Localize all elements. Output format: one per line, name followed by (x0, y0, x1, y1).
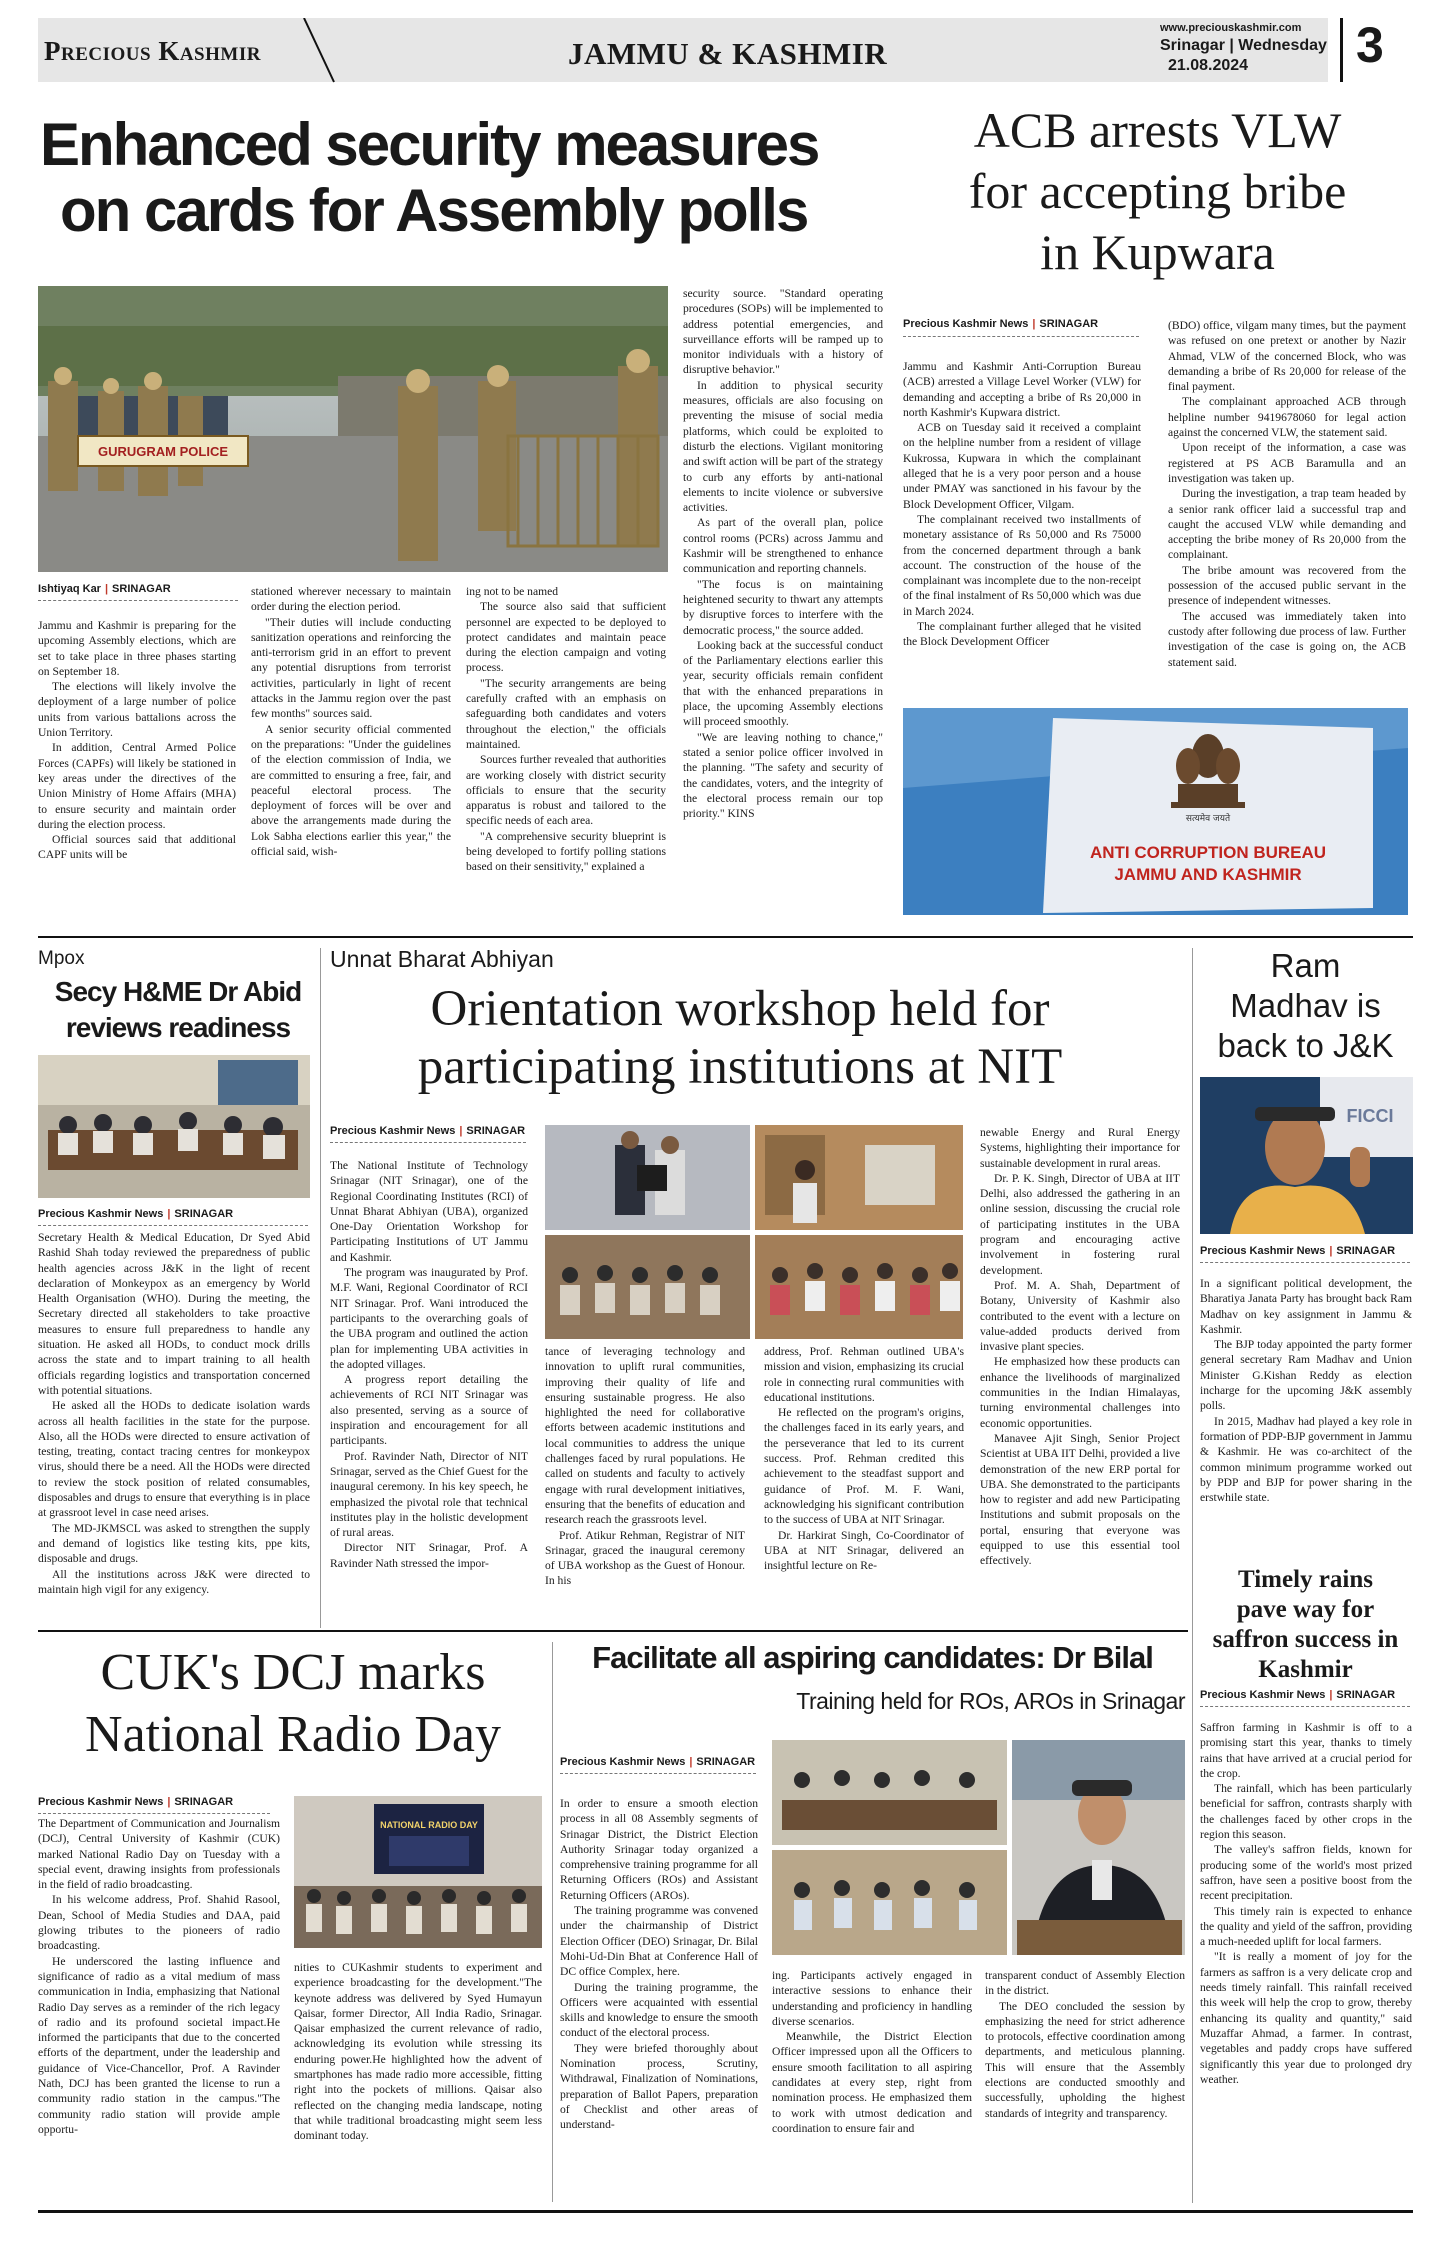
paragraph: Dr. Harkirat Singh, Co-Coordinator of UBA at NIT Srinagar, delivered an insightful lecture on Re- (764, 1528, 964, 1573)
paragraph: In his welcome address, Prof. Shahid Rasool, Dean, School of Media Studies and DAA, paid glowing tributes to the pioneers of radio broadcasting. (38, 1893, 280, 1953)
photo-banner-text: NATIONAL RADIO DAY (380, 1820, 478, 1830)
website[interactable]: www.preciouskashmir.com (1160, 22, 1302, 34)
paragraph: Prof. Atikur Rehman, Registrar of NIT Srinagar, graced the inaugural ceremony of UBA workshop as the Guest of Honour. In his (545, 1528, 745, 1588)
paragraph: Meanwhile, the District Election Officer impressed upon all the Officers to ensure smooth facilitation to all aspiring candidates at every step, right from nomination process. He emphasized them to work with utmost dedication and coordination to ensure fair and (772, 2030, 972, 2135)
nit-col3 (764, 1344, 964, 1573)
paragraph: The MD-JKMSCL was asked to strengthen the supply and demand of logistics like testing kits, ppe kits, disposable and drugs. (38, 1521, 310, 1566)
paragraph: Manavee Ajit Singh, Senior Project Scientist at UBA IIT Delhi, provided a live demonstration of the new ERP portal for UBA. She demonstrated to the participants how to register and add new Participating Institutions and submit proposals on the portal, ensuring that everyone was equipped to use this essential tool effectively. (980, 1431, 1180, 1568)
bilal-headline: Facilitate all aspiring candidates: Dr Bilal (592, 1640, 1153, 1675)
ram-byline-rule (1200, 1262, 1410, 1263)
bilal-byline: Precious Kashmir News | SRINAGAR (560, 1756, 756, 1768)
nit-byline: Precious Kashmir News | SRINAGAR (330, 1125, 526, 1137)
cuk-col2 (294, 1960, 542, 2144)
paragraph: Jammu and Kashmir Anti-Corruption Bureau (ACB) arrested a Village Level Worker (VLW) for demanding and accepting a bribe of Rs 20,000 in north Kashmir's Kupwara district. (903, 360, 1141, 419)
byline-name: Precious Kashmir News (1200, 1689, 1326, 1701)
paragraph: Sources further revealed that authorities are working closely with district security officials to ensure that the security apparatus is robust and tailored to the specific needs of each area. (466, 753, 666, 828)
photo-sign-text: GURUGRAM POLICE (98, 444, 228, 459)
mpox-body (38, 1230, 310, 1597)
paragraph: "It is really a moment of joy for the farmers as saffron is a very delicate crop and needs timely rainfall. This rainfall received this week will help the crop to grow, thereby enhancing its quality and quantity," said Muzaffar Ahmad, a farmer. In contrast, vegetables and paddy crops have suffered significantly this year due to prolonged dry weather. (1200, 1950, 1412, 2086)
security-col3 (466, 584, 666, 875)
paragraph: nities to CUKashmir students to experiment and experience broadcasting for the development."The keynote address was delivered by Syed Humayun Qaisar, former Director, All India Radio, Srinagar. Qaisar emphasized the current relevance of radio, acknowledging its evolution while stressing its enduring power.He highlighted how the advent of smartphones has made radio more accessible, fitting right into the pockets of millions. Qaisar also reflected on the changing media landscape, noting that while traditional broadcasting might seem less dominant today. (294, 1961, 542, 2143)
paragraph: Jammu and Kashmir is preparing for the upcoming Assembly elections, which are set to take place in three phases starting on September 18. (38, 619, 236, 678)
paragraph: In addition, Central Armed Police Forces (CAPFs) will likely be stationed in key areas under the directives of the Union Ministry of Home Affairs (MHA) to ensure security and maintain order during the election process. (38, 741, 236, 831)
paragraph: stationed wherever necessary to maintain order during the election period. (251, 585, 451, 614)
bottom-rule (38, 2210, 1413, 2213)
column-divider (320, 948, 321, 1628)
saffron-byline-rule (1200, 1706, 1410, 1707)
date-line: Srinagar | Wednesday (1160, 37, 1327, 54)
paragraph: The National Institute of Technology Srinagar (NIT Srinagar), one of the Regional Coordinating Institutes (RCI) of Unnat Bharat Abhiyan (UBA), organized One-Day Orientation Workshop for Participating Institutions of UT Jammu and Kashmir. (330, 1159, 528, 1264)
paragraph: Looking back at the successful conduct of the Parliamentary elections earlier this year, security officials remain confident that with the enhanced preparations in place, the upcoming Assembly elections will proceed smoothly. (683, 638, 883, 729)
paragraph: He asked all the HODs to dedicate isolation wards across all health facilities in the state for the purpose. Also, all the HODs were directed to ensure activation of testing, treating, contact tracing centres for monkeypox virus, should there be a need. All the HODs were directed to review the stock position of related consumables, disposables and drugs to ensure that everything is in place at grassroot level in case need arises. (38, 1399, 310, 1520)
paragraph: Upon receipt of the information, a case was registered at PS ACB Baramulla and an investigation was taken up. (1168, 441, 1406, 485)
byline-name: Precious Kashmir News (903, 318, 1029, 330)
mpox-byline-rule (38, 1225, 308, 1226)
byline-place: SRINAGAR (696, 1756, 756, 1768)
ram-byline: Precious Kashmir News | SRINAGAR (1200, 1245, 1396, 1257)
paragraph: ing. Participants actively engaged in interactive sessions to enhance their understanding and proficiency in handling diverse scenarios. (772, 1969, 972, 2028)
section-rule-1 (38, 936, 1413, 938)
byline-name: Ishtiyaq Kar (38, 583, 101, 595)
paragraph: Prof. M. A. Shah, Department of Botany, University of Kashmir also contributed to the event with a lecture on value-added products derived from invasive plant species. (980, 1278, 1180, 1354)
masthead-divider (1340, 18, 1343, 82)
security-headline (40, 112, 900, 244)
paragraph: The rainfall, which has been particularly beneficial for saffron, contrasts sharply with the challenges faced by other crops in the region this season. (1200, 1782, 1412, 1842)
nit-byline-rule (330, 1142, 526, 1143)
nit-headline-line1: Orientation workshop held for (430, 981, 1050, 1037)
paragraph: The complainant further alleged that he visited the Block Development Officer (903, 620, 1141, 649)
paragraph: The BJP today appointed the party former general secretary Ram Madhav and Union Minister G.Kishan Reddy as election incharge for the upcoming J&K assembly polls. (1200, 1338, 1412, 1413)
byline-name: Precious Kashmir News (1200, 1245, 1326, 1257)
paragraph: security source. "Standard operating procedures (SOPs) will be implemented to address potential emergencies, and surveillance efforts will be ramped up to monitor individuals with a history of disruptive behavior." (683, 287, 883, 377)
saffron-headline-line1: Timely rains (1238, 1566, 1373, 1593)
paragraph: The program was inaugurated by Prof. M.F. Wani, Regional Coordinator of RCI NIT Srinagar. Prof. Wani introduced the participants to the overarching goals of the UBA program and outlined the action plan for implementing UBA activities in the adopted villages. (330, 1266, 528, 1371)
byline-place: SRINAGAR (466, 1125, 526, 1137)
paragraph: Secretary Health & Medical Education, Dr Syed Abid Rashid Shah today reviewed the preparedness of public health agencies across J&K in the light of recent declaration of Monkeypox as an emergency by World Health Organisation (WHO). During the meeting, the Secretary directed all stakeholders to take proactive measures to ensure full preparedness to handle any situation. He asked all HODs, to conduct mock drills across the state and to impart training to all health officials regarding logistics and transportation concerned with potential situations. (38, 1231, 310, 1397)
ram-body (1200, 1276, 1412, 1505)
date: 21.08.2024 (1168, 57, 1249, 74)
bilal-subhead: Training held for ROs, AROs in Srinagar (796, 1688, 1185, 1714)
ram-photo (1200, 1077, 1413, 1234)
paragraph: Prof. Ravinder Nath, Director of NIT Srinagar, served as the Chief Guest for the inaugural ceremony. In his key speech, he emphasized the pivotal role that technical institutes play in the holistic development of rural areas. (330, 1449, 528, 1540)
paragraph: "The security arrangements are being carefully crafted with an emphasis on safeguarding both candidates and voters throughout the election," the officials maintained. (466, 676, 666, 751)
section-title: JAMMU & KASHMIR (568, 36, 888, 71)
cuk-headline-line2: National Radio Day (85, 1706, 501, 1763)
paragraph: In addition to physical security measures, officials are also focusing on preventing the misuse of social media platforms, which could be exploited to disturb the elections. Vigilant monitoring and swift action will be part of the strategy to curb any efforts by anti-national elements to incite violence or subversive activities. (683, 378, 883, 515)
acb-board-image (903, 708, 1408, 915)
saffron-headline-line4: Kashmir (1258, 1656, 1353, 1683)
paragraph: In 2015, Madhav had played a key role in formation of PDP-BJP government in Jammu & Kashmir. He was co-architect of the common minimum programme worked out by PDP and BJP for power sharing in the erstwhile state. (1200, 1414, 1412, 1505)
paragraph: The valley's saffron fields, known for producing some of the world's most prized saffron, have seen a positive boost from the recent precipitation. (1200, 1843, 1412, 1903)
mpox-headline-line2: reviews readiness (65, 1012, 291, 1043)
security-col1 (38, 618, 236, 863)
saffron-byline: Precious Kashmir News | SRINAGAR (1200, 1689, 1396, 1701)
paragraph: A progress report detailing the achievements of RCI NIT Srinagar was also presented, serving as a source of inspiration and encouragement for all participants. (330, 1373, 528, 1448)
security-byline: Ishtiyaq Kar | SRINAGAR (38, 583, 171, 595)
paragraph: In a significant political development, the Bharatiya Janata Party has brought back Ram Madhav on key assignment in Jammu & Kashmir. (1200, 1277, 1412, 1336)
byline-place: SRINAGAR (174, 1208, 234, 1220)
page-number: 3 (1356, 17, 1384, 73)
mpox-byline: Precious Kashmir News | SRINAGAR (38, 1208, 234, 1220)
saffron-body (1200, 1720, 1412, 2087)
column-divider (1192, 948, 1193, 2203)
paragraph: ing not to be named (466, 585, 559, 598)
nit-photo-collage (545, 1125, 963, 1339)
paragraph: He reflected on the program's origins, the challenges faced in its early years, and the perseverance that led to its current success. Prof. Rehman credited this achievement to the steadfast support and guidance of Prof. M. F. Wani, acknowledging his significant contribution to the success of UBA at NIT Srinagar. (764, 1406, 964, 1527)
acb-banner-photo (903, 708, 1408, 915)
masthead (38, 18, 1413, 84)
byline-place: SRINAGAR (1039, 318, 1099, 330)
paragraph: "We are leaving nothing to chance," stated a senior police officer involved in the planning. "The safety and security of the candidates, voters, and the integrity of the electoral process remain our top priority." KINS (683, 730, 883, 821)
bilal-col2 (772, 1968, 972, 2136)
acb-headline-line2: for accepting bribe (968, 163, 1347, 219)
paragraph: address, Prof. Rehman outlined UBA's mission and vision, emphasizing its crucial role in connecting rural communities with educational institutions. (764, 1345, 964, 1404)
byline-place: SRINAGAR (1336, 1245, 1396, 1257)
security-headline-line1: Enhanced security measures (40, 111, 819, 178)
cuk-byline: Precious Kashmir News | SRINAGAR (38, 1796, 234, 1808)
training-collage (772, 1740, 1185, 1955)
security-photo (38, 286, 668, 572)
paragraph: During the investigation, a trap team headed by a senior rank officer laid a successful trap and caught the accused VLW while demanding and accepting the bribe money of Rs 20,000 from the complainant. (1168, 487, 1406, 562)
byline-name: Precious Kashmir News (560, 1756, 686, 1768)
paragraph: ACB on Tuesday said it received a complaint on the helpline number from a resident of village Kukrossa, Kupwara in which the complainant alleged that he is a very poor person and a house under PMAY was sanctioned in his favour by the Block Development Officer, Vilgam. (903, 421, 1141, 511)
column-divider (552, 1642, 553, 2202)
mpox-headline (38, 974, 318, 1046)
acb-headline-line1: ACB arrests VLW (973, 102, 1342, 158)
acb-col1 (903, 359, 1141, 650)
byline-place: SRINAGAR (112, 583, 171, 595)
paragraph: During the training programme, the Officers were acquainted with essential skills and knowledge to ensure the smooth conduct of the electoral process. (560, 1980, 758, 2040)
acb-headline (900, 100, 1415, 283)
byline-name: Precious Kashmir News (38, 1796, 164, 1808)
ram-headline-line2: Madhav is (1230, 987, 1381, 1024)
paragraph: All the institutions across J&K were directed to maintain high vigil for any exigency. (38, 1567, 310, 1596)
security-col2 (251, 584, 451, 859)
paragraph: As part of the overall plan, police control rooms (PCRs) across Jammu and Kashmir will be strengthened to enhance communication and reporting channels. (683, 516, 883, 576)
paragraph: This timely rain is expected to enhance the quality and yield of the saffron, providing a much-needed uplift for local farmers. (1200, 1904, 1412, 1949)
saffron-headline-line2: pave way for (1236, 1596, 1375, 1623)
paragraph: transparent conduct of Assembly Election in the district. (985, 1969, 1185, 1998)
section-rule-2 (38, 1630, 1188, 1632)
paragraph: Director NIT Srinagar, Prof. A Ravinder Nath stressed the impor- (330, 1541, 528, 1570)
nit-kicker: Unnat Bharat Abhiyan (330, 946, 554, 972)
byline-name: Precious Kashmir News (330, 1125, 456, 1137)
paragraph: newable Energy and Rural Energy Systems, highlighting their importance for sustainable development in rural areas. (980, 1126, 1180, 1170)
security-col4 (683, 286, 883, 821)
police-street-photo (38, 286, 668, 572)
byline-place: SRINAGAR (1336, 1689, 1396, 1701)
paragraph: He emphasized how these products can enhance the livelihoods of marginalized communities in the Indian Himalayas, turning environmental challenges into economic opportunities. (980, 1355, 1180, 1430)
acb-byline: Precious Kashmir News | SRINAGAR (903, 318, 1099, 330)
bilal-col3 (985, 1968, 1185, 2121)
paragraph: The elections will likely involve the deployment of a large number of police units from various battalions across the Union Territory. (38, 680, 236, 740)
security-byline-rule (38, 600, 238, 601)
paragraph: "A comprehensive security blueprint is being developed to fortify polling stations based on their sensitivity," explained a (466, 829, 666, 874)
paragraph: "Their duties will include conducting sanitization operations and reinforcing the anti-terrorism grid in an effort to prevent any potential disruptions from terrorist activities, particularly in light of recent attacks in the Jammu region over the past few months" sources said. (251, 615, 451, 721)
paragraph: The complainant approached ACB through helpline number 9419678060 for legal action against the concerned VLW, the statement said. (1168, 395, 1406, 440)
paragraph: The training programme was convened under the chairmanship of District Election Officer (DEO) Srinagar, Dr. Bilal Mohi-Ud-Din Bhat at Conference Hall of DC office Complex, here. (560, 1904, 758, 1979)
banner-line-2: JAMMU AND KASHMIR (1114, 865, 1302, 884)
security-headline-line2: on cards for Assembly polls (60, 177, 808, 244)
nit-headline-line2: participating institutions at NIT (417, 1039, 1063, 1095)
acb-col2 (1168, 318, 1406, 670)
cuk-photo (294, 1796, 542, 1948)
emblem-caption: सत्यमेव जयते (1185, 814, 1231, 824)
cuk-headline-line1: CUK's DCJ marks (100, 1644, 486, 1701)
cuk-byline-rule (38, 1813, 270, 1814)
byline-place: SRINAGAR (174, 1796, 234, 1808)
ram-madhav-photo (1200, 1077, 1413, 1234)
paragraph: A senior security official commented on the preparations: "Under the guidelines of the election commission of India, we are committed to ensuring a free, fair, and peaceful electoral process. The deployment of forces will be over and above the arrangements made during the Lok Sabha elections earlier this year," the official said, wish- (251, 722, 451, 859)
acb-byline-rule (903, 336, 1139, 337)
bilal-col1 (560, 1796, 758, 2133)
workshop-collage (545, 1125, 963, 1339)
banner-line-1: ANTI CORRUPTION BUREAU (1089, 843, 1327, 862)
paragraph: The DEO concluded the session by emphasizing the need for strict adherence to protocols, effective coordination among departments, and meticulous planning. This will ensure that the Assembly elections are conducted smoothly and successfully, upholding the highest standards of integrity and transparency. (985, 1999, 1185, 2120)
paragraph: The Department of Communication and Journalism (DCJ), Central University of Kashmir (CUK) marked National Radio Day on Tuesday with a special event, drawing insights from professionals in the field of radio broadcasting. (38, 1817, 280, 1892)
paragraph: Official sources said that additional CAPF units will be (38, 833, 236, 862)
saffron-headline (1198, 1565, 1413, 1685)
nit-col2 (545, 1344, 745, 1589)
paragraph: The source also said that sufficient personnel are expected to be deployed to protect candidates and maintain peace during the election campaign and voting process. (466, 600, 666, 675)
ram-headline (1198, 946, 1413, 1066)
mpox-photo (38, 1055, 310, 1198)
mpox-kicker: Mpox (38, 948, 85, 969)
saffron-headline-line3: saffron success in (1212, 1626, 1399, 1653)
paragraph: "The focus is on maintaining heightened security to thwart any attempts by disruptive forces to interfere with the democratic process," the source added. (683, 577, 883, 637)
paragraph: The bribe amount was recovered from the possession of the accused public servant in the presence of independent witnesses. (1168, 563, 1406, 608)
paragraph: Saffron farming in Kashmir is off to a promising start this year, thanks to timely rains that have arrived at a crucial period for the crop. (1200, 1721, 1412, 1780)
paragraph: (BDO) office, vilgam many times, but the payment was refused on one pretext or another by Nazir Ahmad, VLW of the concerned Block, who was demanding a bribe of Rs 20,000 for release of the final payment. (1168, 319, 1406, 394)
paper-name[interactable]: Precious Kashmir (44, 36, 261, 66)
paragraph: He underscored the lasting influence and significance of radio as a vital medium of mass communication in India, emphasizing that National Radio Day serves as a reminder of the rich legacy of radio and its profound societal impact.He informed the participants that due to the concerted efforts of the department, under the leadership and guidance of Vice-Chancellor, Prof. A Ravinder Nath, DCJ has been granted the license to run a community radio station in the campus."The community radio station will provide ample opportu- (38, 1954, 280, 2136)
nit-headline (330, 980, 1150, 1096)
cuk-headline (38, 1642, 548, 1766)
nit-col1 (330, 1158, 528, 1571)
ram-headline-line3: back to J&K (1217, 1027, 1394, 1064)
bilal-photo-collage (772, 1740, 1185, 1955)
mpox-headline-line1: Secy H&ME Dr Abid (54, 976, 302, 1007)
acb-headline-line3: in Kupwara (1040, 224, 1275, 280)
paragraph: In order to ensure a smooth election process in all 08 Assembly segments of Srinagar District, the District Election Authority Srinagar today organized a comprehensive training programme for all Returning Officers (ROs) and Assistant Returning Officers (AROs). (560, 1797, 758, 1902)
paragraph: Dr. P. K. Singh, Director of UBA at IIT Delhi, also addressed the gathering in an online session, discussing the crucial role of participating institutes in the UBA program and encouraging active involvement in fostering rural development. (980, 1171, 1180, 1277)
paragraph: The complainant received two installments of monetary assistance of Rs 50,000 and Rs 75000 from the concerned department through a bank account. The construction of the house of the complainant was incomplete due to the non-receipt of the final instalment of Rs 50,000 which was due in March 2024. (903, 512, 1141, 618)
radio-day-event-photo (294, 1796, 542, 1948)
bilal-byline-rule (560, 1773, 756, 1774)
masthead-slash (300, 18, 340, 84)
nit-col4 (980, 1125, 1180, 1569)
cuk-col1 (38, 1816, 280, 2137)
byline-name: Precious Kashmir News (38, 1208, 164, 1220)
photo-banner-text: FICCI (1346, 1106, 1394, 1126)
paragraph: They were briefed thoroughly about Nomination process, Scrutiny, Withdrawal, Finalization of Nominations, preparation of Ballot Papers, preparation of Checklist and other areas of understand- (560, 2041, 758, 2132)
paragraph: The accused was immediately taken into custody after following due process of law. Further investigation of the case is going on, the ACB statement said. (1168, 609, 1406, 669)
meeting-room-photo (38, 1055, 310, 1198)
ram-headline-line1: Ram (1270, 947, 1341, 984)
paragraph: tance of leveraging technology and innovation to uplift rural communities, improving their quality of life and ensuring sustainable progress. He also highlighted the need for collaborative efforts between academic institutions and local communities to address the unique challenges faced by rural populations. He called on students and faculty to actively engage with rural development initiatives, ensuring that the benefits of education and research reach the grassroots level. (545, 1345, 745, 1527)
